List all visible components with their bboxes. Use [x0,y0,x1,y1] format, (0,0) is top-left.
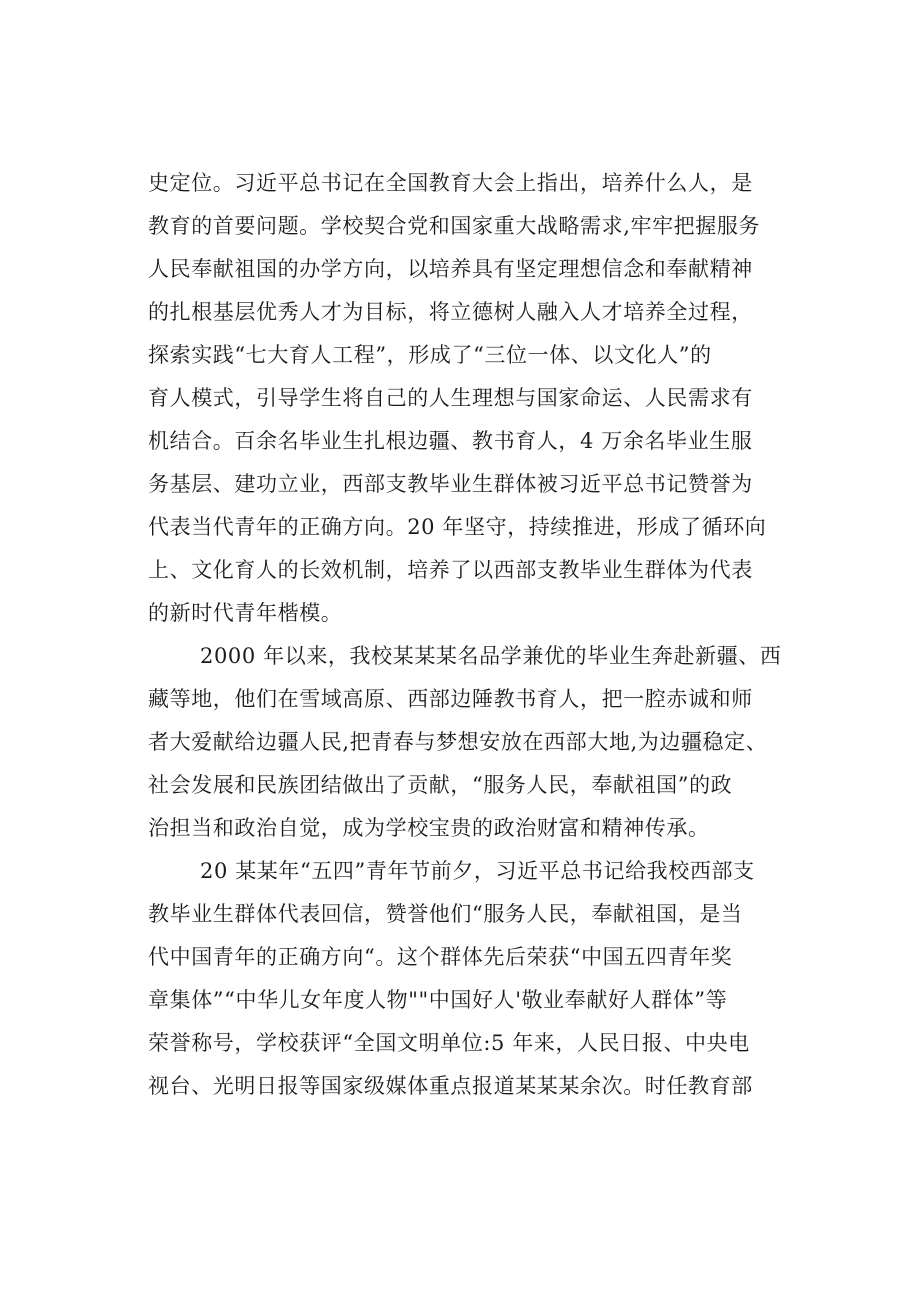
paragraph-2-line-5: 治担当和政治自觉，成为学校宝贵的政治财富和精神传承。 [148,816,710,840]
paragraph-1-line-5: 探索实践“七大育人工程”，形成了“三位一体、以文化人”的 [148,343,712,367]
paragraph-2-line-1: 2000 年以来，我校某某某名品学兼优的毕业生奔赴新疆、西 [200,644,782,668]
paragraph-3-line-3: 代中国青年的正确方向“。这个群体先后荣获“中国五四青年奖 [148,945,733,969]
paragraph-2-line-3: 者大爱献给边疆人民,把青春与梦想安放在西部大地,为边疆稳定、 [148,730,768,754]
body-text [148,162,808,1108]
paragraph-1-line-8: 务基层、建功立业，西部支教毕业生群体被习近平总书记赞誉为 [148,472,753,496]
paragraph-1-line-11: 的新时代青年楷模。 [148,601,343,625]
paragraph-1-line-4: 的扎根基层优秀人才为目标，将立德树人融入人才培养全过程， [148,300,753,324]
paragraph-2-line-2: 藏等地，他们在雪域高原、西部边陲教书育人，把一腔赤诚和师 [148,687,753,711]
paragraph-1-line-9: 代表当代青年的正确方向。20 年坚守，持续推进，形成了循环向 [148,515,767,539]
paragraph-3-line-6: 视台、光明日报等国家级媒体重点报道某某某余次。时任教育部 [148,1074,753,1098]
paragraph-3-line-2: 教毕业生群体代表回信，赞誉他们“服务人民，奉献祖国，是当 [148,902,743,926]
paragraph-2-line-4: 社会发展和民族团结做出了贡献，“服务人民，奉献祖国”的政 [148,773,733,797]
paragraph-1-line-1: 史定位。习近平总书记在全国教育大会上指出，培养什么人，是 [148,171,753,195]
paragraph-1-line-7: 机结合。百余名毕业生扎根边疆、教书育人，4 万余名毕业生服 [148,429,753,453]
paragraph-1-line-10: 上、文化育人的长效机制，培养了以西部支教毕业生群体为代表 [148,558,753,582]
paragraph-3-line-1: 20 某某年“五四”青年节前夕，习近平总书记给我校西部支 [200,859,755,883]
paragraph-1-line-6: 育人模式，引导学生将自己的人生理想与国家命运、人民需求有 [148,386,753,410]
paragraph-3-line-4: 章集体”“中华儿女年度人物""中国好人'敬业奉献好人群体”等 [148,988,728,1012]
paragraph-1-line-3: 人民奉献祖国的办学方向，以培养具有坚定理想信念和奉献精神 [148,257,753,281]
paragraph-3-line-5: 荣誉称号，学校获评“全国文明单位:5 年来，人民日报、中央电 [148,1031,750,1055]
paragraph-1-line-2: 教育的首要问题。学校契合党和国家重大战略需求,牢牢把握服务 [148,214,761,238]
